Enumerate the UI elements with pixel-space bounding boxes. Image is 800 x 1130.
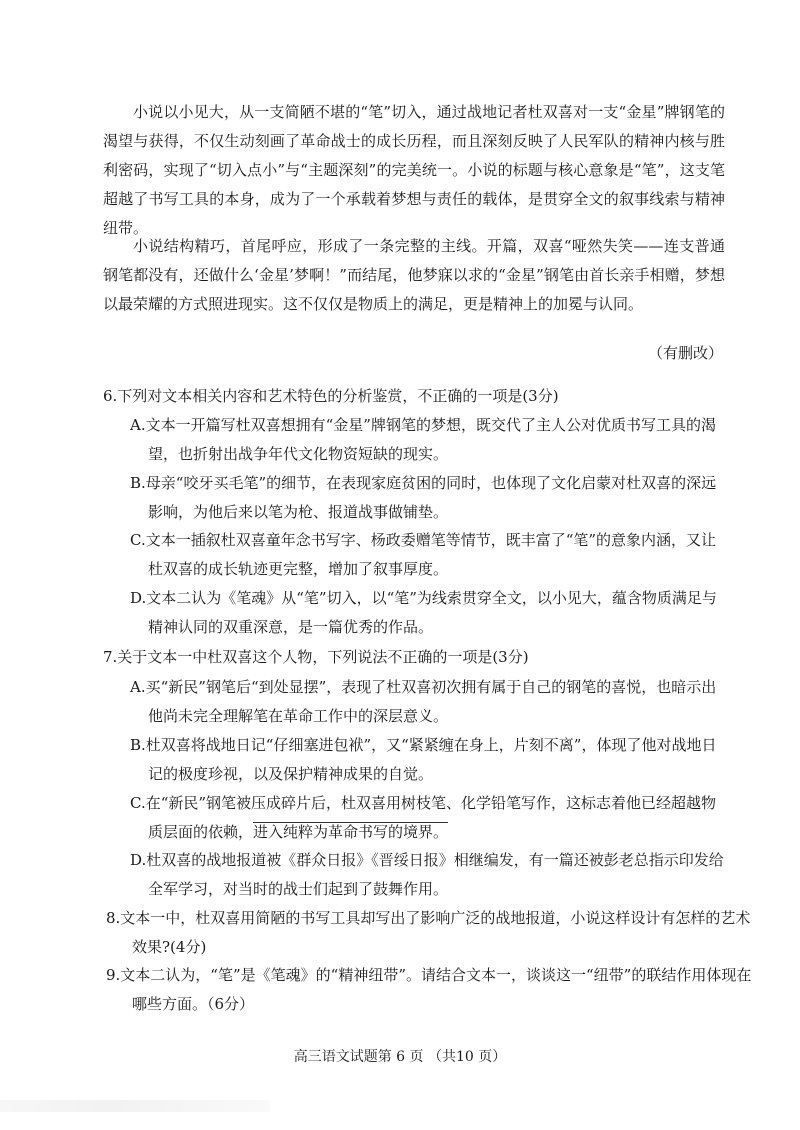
source-note: （有删改） <box>647 344 723 362</box>
question-6-option-c-text: C.文本一插叙杜双喜童年念书写字、杨政委赠笔等情节，既丰富了“笔”的意象内涵，又让杜双喜的成长轨迹更完整，增加了叙事厚度。 <box>130 531 717 578</box>
question-6-option-a <box>130 411 730 469</box>
question-6-option-b <box>130 469 730 527</box>
question-8: 8.文本一中，杜双喜用简陋的书写工具却写出了影响广泛的战地报道，小说这样设计有怎样的艺术效果?(4分) <box>106 909 751 956</box>
question-6-stem: 6.下列对文本相关内容和艺术特色的分析鉴赏，不正确的一项是(3分) <box>103 387 559 405</box>
question-7-option-a <box>130 673 730 731</box>
question-7-option-b <box>130 731 730 789</box>
page-footer: 高三语文试题第 6 页 （共10 页） <box>293 1049 507 1065</box>
question-7-option-c-text: C.在“新民”钢笔被压成碎片后，杜双喜用树枝笔、化学铅笔写作，这标志着他已经超越物质层面的依赖， <box>130 794 717 841</box>
question-6-option-a-text: A.文本一开篇写杜双喜想拥有“金星”牌钢笔的梦想，既交代了主人公对优质书写工具的渴望，也折射出战争年代文化物资短缺的现实。 <box>130 416 716 463</box>
question-7-option-c-marked-text: 进入纯粹为革命书写的境界。 <box>253 823 449 841</box>
article-paragraph-1: 小说以小见大，从一支简陋不堪的“笔”切入，通过战地记者杜双喜对一支“金星”牌钢笔的渴望与获得，不仅生动刻画了革命战士的成长历程，而且深刻反映了人民军队的精神内核与胜利密码，实现了“切入点小”与“主题深刻”的完美统一。小说的标题与核心意象是“笔”，这支笔超越了书写工具的本身，成为了一个承载着梦想与责任的载体，是贯穿全文的叙事线索与精神纽带。 <box>103 103 725 237</box>
question-6-option-d <box>130 584 730 642</box>
question-7-option-c <box>130 789 730 847</box>
scan-smudge <box>0 1100 270 1112</box>
question-7-stem: 7.关于文本一中杜双喜这个人物，下列说法不正确的一项是(3分) <box>103 648 529 666</box>
question-7-option-a-text: A.买“新民”钢笔后“到处显摆”，表现了杜双喜初次拥有属于自己的钢笔的喜悦，也暗示出他尚未完全理解笔在革命工作中的深层意义。 <box>130 678 717 725</box>
question-6-option-c <box>130 526 730 584</box>
question-7-option-d-text: D.杜双喜的战地报道被《群众日报》《晋绥日报》相继编发，有一篇还被彭老总指示印发给全军学习，对当时的战士们起到了鼓舞作用。 <box>130 851 724 898</box>
question-7-option-b-text: B.杜双喜将战地日记“仔细塞进包袱”，又“紧紧缠在身上，片刻不离”，体现了他对战地日记的极度珍视，以及保护精神成果的自觉。 <box>130 736 717 783</box>
article-paragraph-2: 小说结构精巧，首尾呼应，形成了一条完整的主线。开篇，双喜“哑然失笑——连支普通钢笔都没有，还做什么‘金星’梦啊！”而结尾，他梦寐以求的“金星”钢笔由首长亲手相赠，梦想以最荣耀的方式照进现实。这不仅仅是物质上的满足，更是精神上的加冕与认同。 <box>103 237 725 313</box>
question-6-option-d-text: D.文本二认为《笔魂》从“笔”切入，以“笔”为线索贯穿全文，以小见大，蕴含物质满足与精神认同的双重深意，是一篇优秀的作品。 <box>130 589 717 636</box>
question-6-option-b-text: B.母亲“咬牙买毛笔”的细节，在表现家庭贫困的同时，也体现了文化启蒙对杜双喜的深远影响，为他后来以笔为枪、报道战事做铺垫。 <box>130 474 717 521</box>
question-7-option-d <box>130 846 730 904</box>
question-9: 9.文本二认为，“笔”是《笔魂》的“精神纽带”。请结合文本一，谈谈这一“纽带”的联结作用体现在哪些方面。（6分） <box>106 966 752 1013</box>
